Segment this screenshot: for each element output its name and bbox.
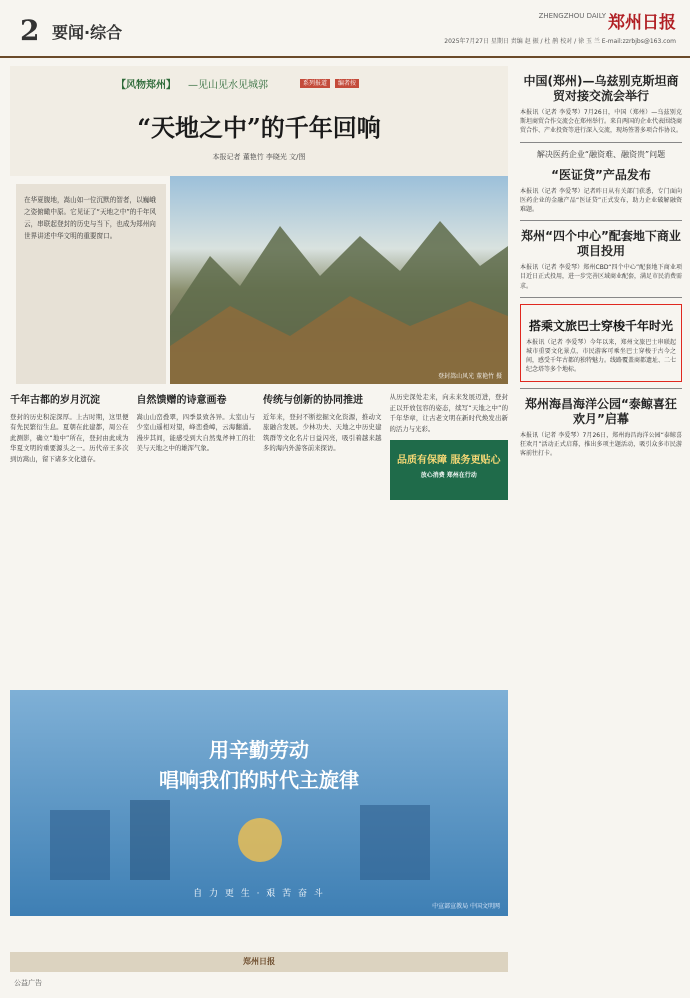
mountain-photo [170, 176, 508, 384]
public-ad-label: 公益广告 [14, 979, 42, 987]
subheading: 自然馈赠的诗意画卷 [136, 395, 227, 406]
subheading: 千年古都的岁月沉淀 [10, 395, 100, 406]
ad-subtitle: 放心消费 郑州在行动 [420, 471, 477, 479]
page-footer [0, 938, 690, 998]
photo-caption: 登封嵩山风光 董艳竹 摄 [438, 373, 502, 380]
news-pre-headline: 解决医药企业“融资难、融资贵”问题 [536, 149, 666, 159]
public-service-banner [10, 690, 508, 916]
column-subtitle: —见山见水见城郭 [188, 80, 268, 91]
paper-logo: 郑州日报 [608, 13, 676, 33]
highlighted-news-item [520, 304, 682, 382]
feature-byline: 本报记者 董艳竹 李晓光 文/图 [212, 153, 306, 161]
article-column [390, 392, 509, 672]
section-title: 要闻·综合 [52, 23, 123, 42]
workers-illustration-icon [10, 690, 508, 916]
news-text: 本报讯（记者 李爱琴）7月26日，中国（郑州）—乌兹别克斯坦商贸合作交流会在郑州举行。来自两国的企业代表围绕商贸合作、产业投资等进行深入交流，现场签署多项合作协议。 [520, 109, 683, 135]
banner-line-1: 用辛勤劳动 [209, 738, 309, 762]
feature-title: “天地之中”的千年回响 [137, 113, 381, 142]
subheading: 传统与创新的协同推进 [263, 395, 363, 406]
feature-area [10, 66, 508, 916]
tag-editor-note: 编者按 [335, 79, 359, 88]
article-text: 嵩山山峦叠翠，四季景致各异。太室山与少室山遥相对望，峰峦叠嶂，云海翻涌。漫步其间，能感受到大自然鬼斧神工的壮美与天地之中的雄浑气象。 [136, 412, 255, 452]
divider [520, 297, 682, 298]
news-headline: 中国(郑州)—乌兹别克斯坦商贸对接交流会举行 [523, 74, 679, 103]
page-header [0, 0, 690, 58]
feature-tags [300, 78, 362, 87]
news-text: 本报讯（记者 李爱琴）郑州CBD“四个中心”配套地下商业项目近日正式投用，进一步完善区域商业配套，满足市民消费需求。 [520, 264, 683, 290]
mountain-silhouette-icon [170, 176, 508, 384]
news-text: 本报讯（记者 李爱琴）7月26日，郑州海昌海洋公园“泰鲸喜狂欢月”活动正式启幕，推出多项主题活动，吸引众多市民游客前往打卡。 [520, 431, 682, 458]
news-headline: 郑州“四个中心”配套地下商业项目投用 [521, 229, 681, 259]
consumer-ad [390, 440, 509, 500]
page-meta: 2025年7月27日 星期日 责编 赵 振 / 杜 鹃 校对 / 徐 玉 兰 E-mail:zzrbjbs@163.com [444, 38, 676, 45]
divider [520, 142, 682, 143]
footer-bar: 郑州日报 [10, 952, 508, 972]
news-text: 本报讯（记者 李爱琴）今年以来，郑州文旅巴士串联起城市重要文化景点，市民游客可乘坐巴士穿梭于古今之间，感受千年古都的独特魅力。线路覆盖商都遗址、二七纪念塔等多个地标。 [526, 338, 677, 374]
news-column [520, 66, 682, 916]
page-number: 2 [20, 14, 40, 47]
divider [520, 220, 682, 221]
article-text: 近年来，登封不断挖掘文化资源，推动文旅融合发展。少林功夫、天地之中历史建筑群等文化名片日益闪亮，吸引着越来越多的海内外游客前来探访。 [263, 412, 382, 452]
article-column [263, 392, 382, 672]
news-headline: 郑州海昌海洋公园“泰鲸喜狂欢月”启幕 [525, 396, 677, 426]
news-item [520, 397, 682, 459]
banner-tagline: 自 力 更 生 · 艰 苦 奋 斗 [193, 889, 325, 899]
ad-title: 品质有保障 服务更贴心 [397, 455, 501, 466]
news-item [520, 149, 682, 215]
article-text: 从历史深处走来，向未来发展迈进，登封正以开放包容的姿态，续写“天地之中”的千年华章，让古老文明在新时代焕发出新的活力与光彩。 [389, 393, 508, 433]
article-text: 登封的历史积淀深厚。上古时期，这里便有先民繁衍生息。夏朝在此建都，周公在此测影，确立“地中”所在，登封由此成为华夏文明的重要源头之一。历代帝王多次到访嵩山，留下诸多文化遗存。 [10, 412, 129, 463]
paper-name-en: ZHENGZHOU DAILY [538, 12, 606, 20]
news-text: 本报讯（记者 李爱琴）记者昨日从有关部门获悉，专门面向医药企业的金融产品“医证贷”正式发布，助力企业破解融资难题。 [520, 187, 682, 214]
column-tag: 【风物郑州】 [116, 80, 176, 91]
feature-intro: 在华夏腹地，嵩山如一位沉默的智者，以巍峨之姿俯瞰中原。它见证了“天地之中”的千年风云，串联起登封的历史与当下，也成为郑州向世界讲述中华文明的重要窗口。 [16, 184, 166, 384]
article-column [10, 392, 129, 672]
article-column [137, 392, 256, 672]
divider [520, 388, 682, 389]
news-item [520, 74, 682, 136]
news-headline: “医证贷”产品发布 [551, 167, 651, 182]
banner-line-2: 唱响我们的时代主旋律 [159, 768, 359, 792]
tag-series: 系列报道 [300, 79, 330, 88]
banner-sponsor: 中宣部宣教局 中国文明网 [432, 903, 500, 910]
article-columns [10, 392, 508, 672]
feature-header [10, 66, 508, 176]
news-headline: 搭乘文旅巴士穿梭千年时光 [528, 318, 673, 333]
news-item [520, 229, 682, 291]
